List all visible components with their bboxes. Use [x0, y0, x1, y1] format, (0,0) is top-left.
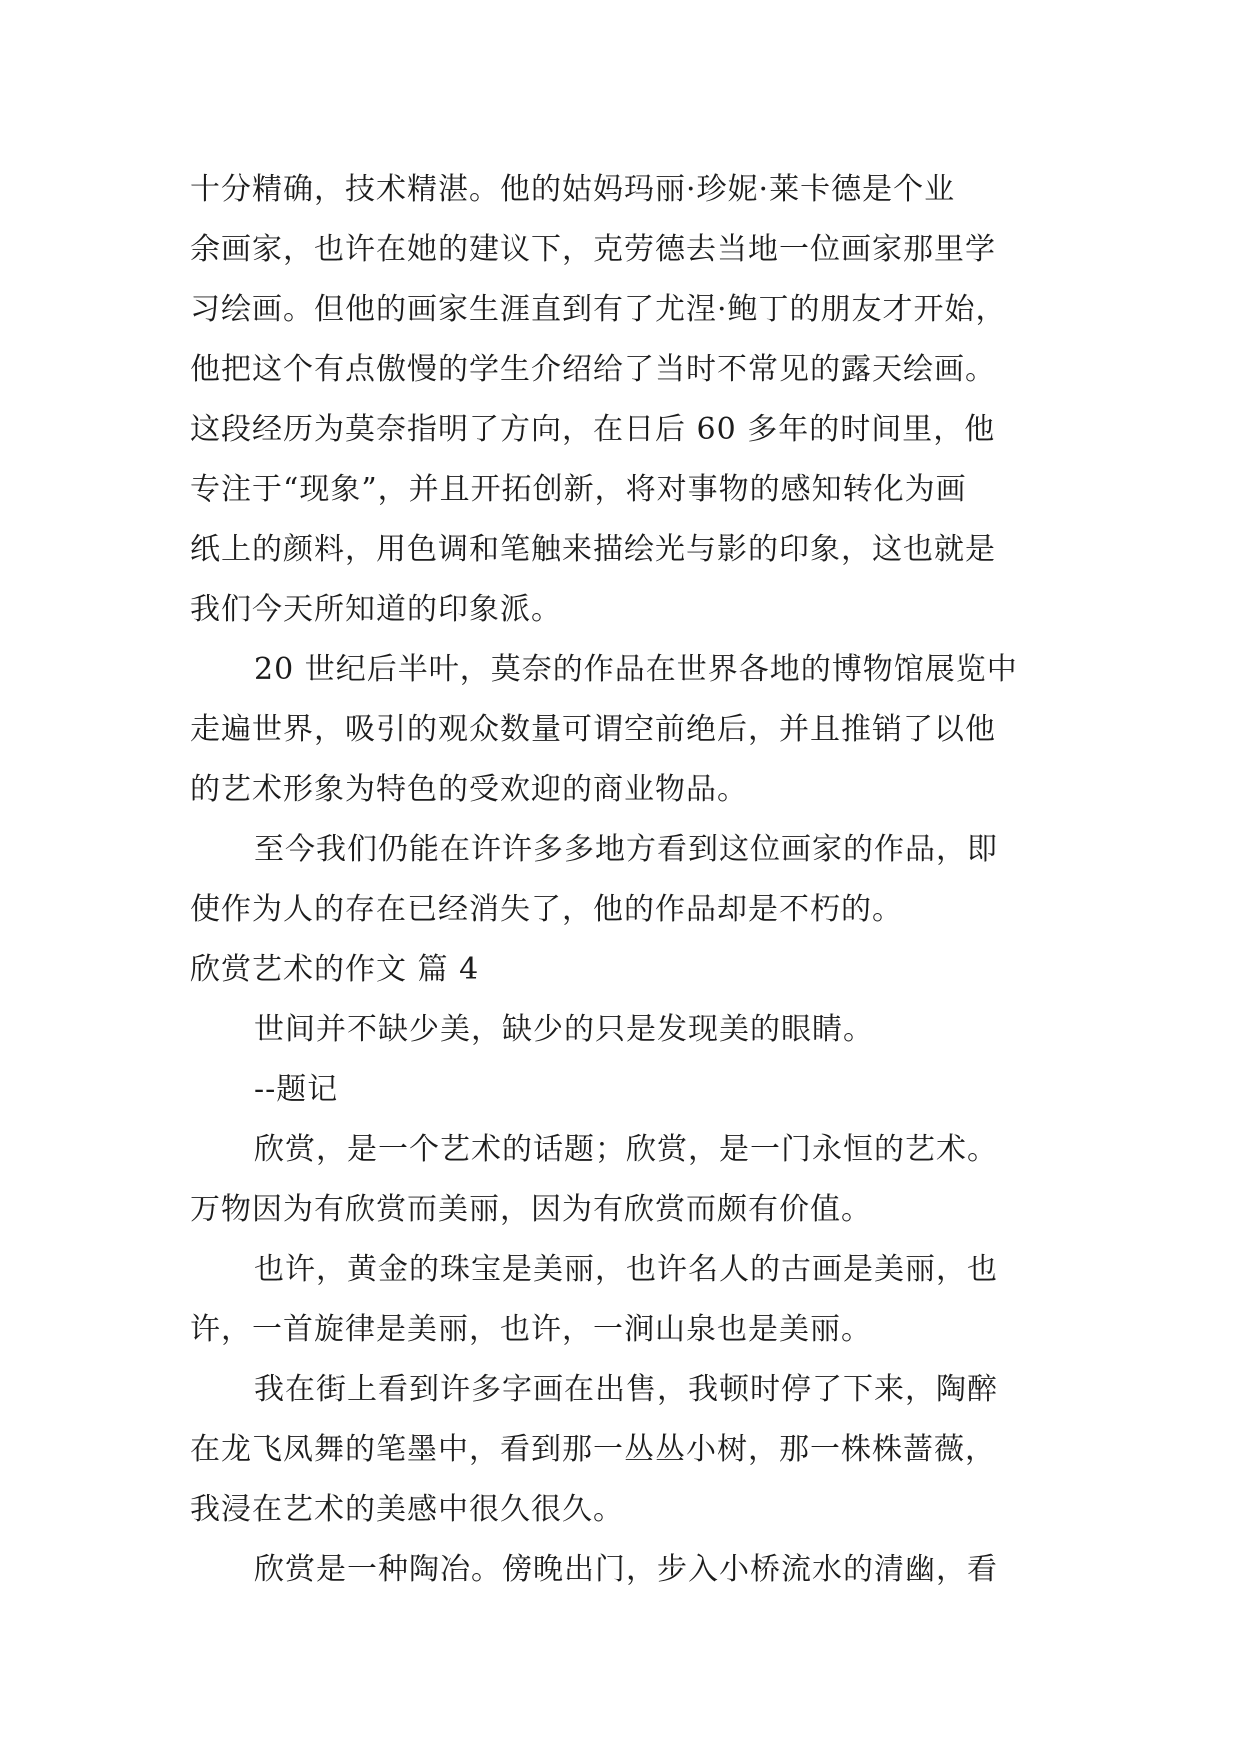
text-line: 我在街上看到许多字画在出售，我顿时停了下来，陶醉 [254, 1372, 998, 1407]
text-line: 世间并不缺少美，缺少的只是发现美的眼睛。 [254, 1012, 874, 1047]
text-line: 这段经历为莫奈指明了方向，在日后 60 多年的时间里，他 [190, 412, 996, 447]
text-line: 纸上的颜料，用色调和笔触来描绘光与影的印象，这也就是 [190, 532, 996, 567]
text-line: 欣赏，是一个艺术的话题；欣赏，是一门永恒的艺术。 [254, 1132, 998, 1167]
epigraph-attribution: --题记 [254, 1072, 339, 1107]
text-line: 我们今天所知道的印象派。 [190, 592, 562, 627]
document-body [190, 160, 1070, 1600]
text-line: 欣赏是一种陶冶。傍晚出门，步入小桥流水的清幽，看 [254, 1552, 998, 1587]
text-line: 在龙飞凤舞的笔墨中，看到那一丛丛小树，那一株株蔷薇， [190, 1432, 996, 1467]
text-line: 我浸在艺术的美感中很久很久。 [190, 1492, 624, 1527]
text-line: 走遍世界，吸引的观众数量可谓空前绝后，并且推销了以他 [190, 712, 996, 747]
text-line: 十分精确，技术精湛。他的姑妈玛丽·珍妮·莱卡德是个业 [190, 172, 956, 207]
text-line: 习绘画。但他的画家生涯直到有了尤涅·鲍丁的朋友才开始， [190, 292, 1007, 327]
text-line: 至今我们仍能在许许多多地方看到这位画家的作品，即 [254, 832, 998, 867]
text-line: 20 世纪后半叶，莫奈的作品在世界各地的博物馆展览中 [254, 652, 1018, 687]
text-line: 万物因为有欣赏而美丽，因为有欣赏而颇有价值。 [190, 1192, 872, 1227]
text-line: 他把这个有点傲慢的学生介绍给了当时不常见的露天绘画。 [190, 352, 996, 387]
text-line: 使作为人的存在已经消失了，他的作品却是不朽的。 [190, 892, 903, 927]
text-line: 许，一首旋律是美丽，也许，一涧山泉也是美丽。 [190, 1312, 872, 1347]
section-heading: 欣赏艺术的作文 篇 4 [190, 952, 480, 987]
text-line: 余画家，也许在她的建议下，克劳德去当地一位画家那里学 [190, 232, 996, 267]
text-line: 专注于“现象”，并且开拓创新，将对事物的感知转化为画 [190, 472, 967, 507]
text-line: 的艺术形象为特色的受欢迎的商业物品。 [190, 772, 748, 807]
text-line: 也许，黄金的珠宝是美丽，也许名人的古画是美丽，也 [254, 1252, 998, 1287]
